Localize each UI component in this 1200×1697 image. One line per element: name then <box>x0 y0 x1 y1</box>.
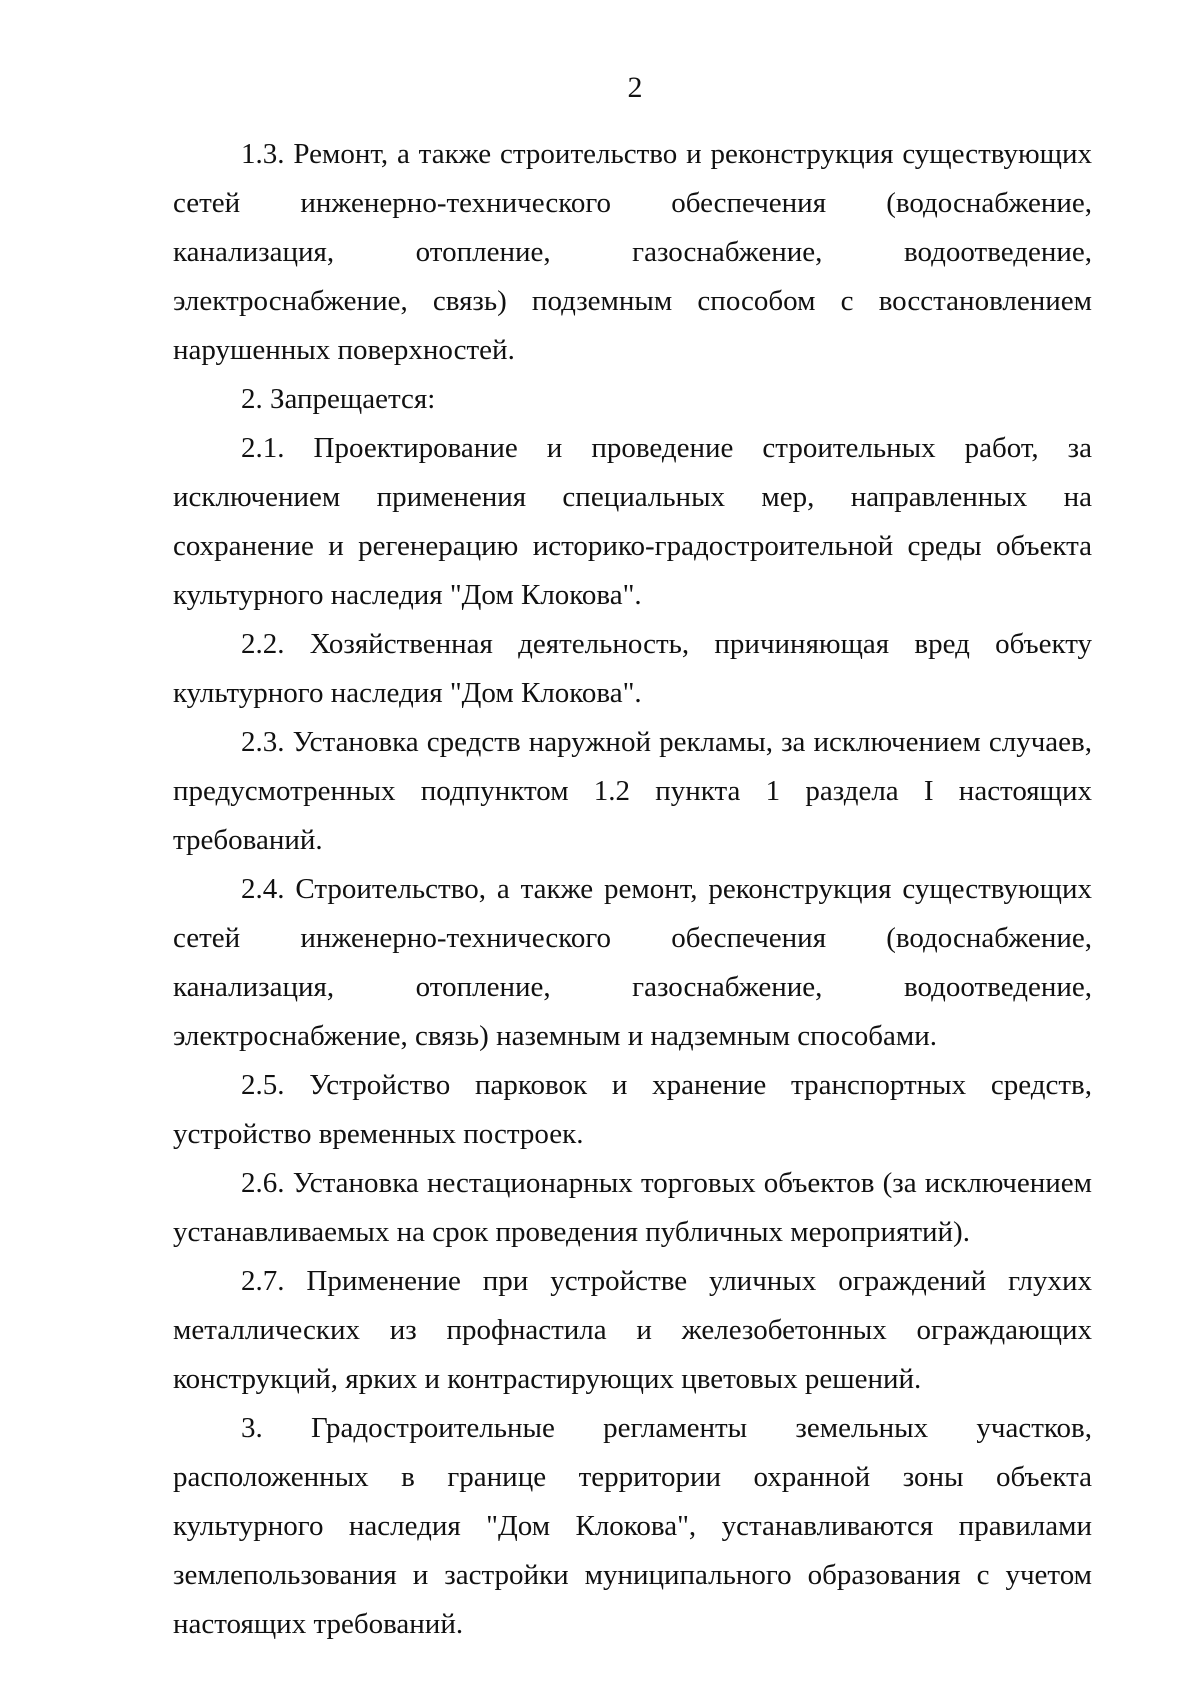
paragraph-2-5: 2.5. Устройство парковок и хранение транспортных средств, устройство временных построек. <box>173 1069 1092 1150</box>
paragraph-2-3: 2.3. Установка средств наружной рекламы, за исключением случаев, предусмотренных подпунктом 1.2 пункта 1 раздела I настоящих требований. <box>173 726 1092 856</box>
paragraph-2-6: 2.6. Установка нестационарных торговых объектов (за исключением устанавливаемых на срок проведения публичных мероприятий). <box>173 1167 1092 1248</box>
paragraph-3: 3. Градостроительные регламенты земельных участков, расположенных в границе территории охранной зоны объекта культурного наследия "Дом Клокова", устанавливаются правилами землепользования и застройки муниципального образования с учетом настоящих требований. <box>173 1412 1092 1640</box>
paragraph-2-4: 2.4. Строительство, а также ремонт, реконструкция существующих сетей инженерно-технического обеспечения (водоснабжение, канализация, отопление, газоснабжение, водоотведение, электроснабжение, связь) наземным и надземным способами. <box>173 873 1092 1052</box>
paragraph-2-heading: 2. Запрещается: <box>241 383 436 415</box>
paragraph-2-7: 2.7. Применение при устройстве уличных ограждений глухих металлических из профнастила и железобетонных ограждающих конструкций, ярких и контрастирующих цветовых решений. <box>173 1265 1092 1395</box>
document-body <box>173 130 1092 1649</box>
page-number: 2 <box>627 71 643 104</box>
paragraph-1-3: 1.3. Ремонт, а также строительство и реконструкция существующих сетей инженерно-технического обеспечения (водоснабжение, канализация, отопление, газоснабжение, водоотведение, электроснабжение, связь) подземным способом с восстановлением нарушенных поверхностей. <box>173 138 1092 366</box>
paragraph-2-1: 2.1. Проектирование и проведение строительных работ, за исключением применения специальных мер, направленных на сохранение и регенерацию историко-градостроительной среды объекта культурного наследия "Дом Клокова". <box>173 432 1092 611</box>
paragraph-2-2: 2.2. Хозяйственная деятельность, причиняющая вред объекту культурного наследия "Дом Клокова". <box>173 628 1092 709</box>
